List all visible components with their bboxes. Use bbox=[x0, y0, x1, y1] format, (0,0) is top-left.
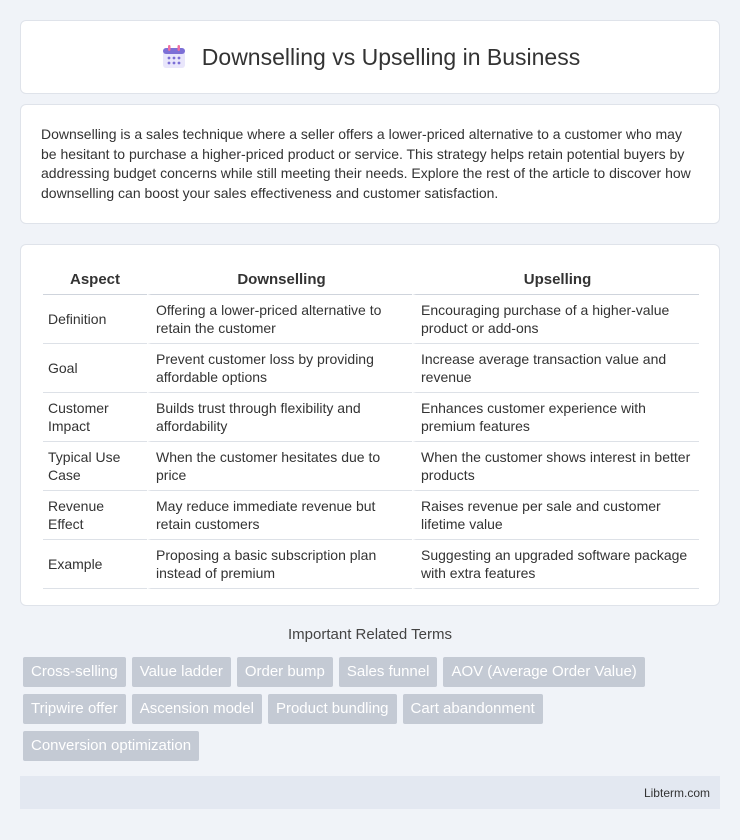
tag-tripwire-offer[interactable]: Tripwire offer bbox=[23, 694, 126, 724]
tag-value-ladder[interactable]: Value ladder bbox=[132, 657, 231, 687]
row-downselling: Prevent customer loss by providing affordable options bbox=[147, 344, 412, 393]
row-aspect: Definition bbox=[43, 295, 147, 344]
row-downselling: Offering a lower-priced alternative to retain the customer bbox=[147, 295, 412, 344]
tag-product-bundling[interactable]: Product bundling bbox=[268, 694, 397, 724]
comparison-card bbox=[20, 244, 720, 606]
header-aspect: Aspect bbox=[43, 265, 147, 295]
related-terms-tags bbox=[23, 657, 723, 761]
tag-aov[interactable]: AOV (Average Order Value) bbox=[443, 657, 644, 687]
tag-ascension-model[interactable]: Ascension model bbox=[132, 694, 262, 724]
row-upselling: When the customer shows interest in better products bbox=[412, 442, 699, 491]
tag-sales-funnel[interactable]: Sales funnel bbox=[339, 657, 438, 687]
footer-site-link[interactable]: Libterm.com bbox=[643, 785, 710, 800]
row-downselling: May reduce immediate revenue but retain customers bbox=[147, 491, 412, 540]
header-upselling: Upselling bbox=[412, 265, 699, 295]
related-terms-title: Important Related Terms bbox=[288, 626, 452, 643]
row-aspect: Revenue Effect bbox=[43, 491, 147, 540]
table-row bbox=[43, 442, 699, 491]
table-row bbox=[43, 295, 699, 344]
footer bbox=[20, 776, 720, 809]
title-wrap bbox=[160, 43, 580, 71]
tag-conversion-optimization[interactable]: Conversion optimization bbox=[23, 731, 199, 761]
tag-cross-selling[interactable]: Cross-selling bbox=[23, 657, 126, 687]
row-downselling: When the customer hesitates due to price bbox=[147, 442, 412, 491]
table-row bbox=[43, 393, 699, 442]
tag-order-bump[interactable]: Order bump bbox=[237, 657, 333, 687]
row-aspect: Typical Use Case bbox=[43, 442, 147, 491]
row-upselling: Encouraging purchase of a higher-value product or add-ons bbox=[412, 295, 699, 344]
header-downselling: Downselling bbox=[147, 265, 412, 295]
row-upselling: Suggesting an upgraded software package with extra features bbox=[412, 540, 699, 589]
row-downselling: Proposing a basic subscription plan instead of premium bbox=[147, 540, 412, 589]
table-header-row bbox=[43, 265, 699, 295]
header-card bbox=[20, 20, 720, 94]
table-row bbox=[43, 344, 699, 393]
intro-card bbox=[20, 104, 720, 224]
row-aspect: Example bbox=[43, 540, 147, 589]
row-upselling: Raises revenue per sale and customer lifetime value bbox=[412, 491, 699, 540]
comparison-table bbox=[43, 265, 699, 589]
row-upselling: Enhances customer experience with premium features bbox=[412, 393, 699, 442]
table-row bbox=[43, 491, 699, 540]
table-row bbox=[43, 540, 699, 589]
tag-cart-abandonment[interactable]: Cart abandonment bbox=[403, 694, 543, 724]
page-title: Downselling vs Upselling in Business bbox=[201, 43, 581, 70]
calendar-icon bbox=[160, 43, 188, 71]
row-upselling: Increase average transaction value and revenue bbox=[412, 344, 699, 393]
row-aspect: Customer Impact bbox=[43, 393, 147, 442]
row-aspect: Goal bbox=[43, 344, 147, 393]
row-downselling: Builds trust through flexibility and affordability bbox=[147, 393, 412, 442]
intro-paragraph: Downselling is a sales technique where a seller offers a lower-priced alternative to a customer who may be hesitant to purchase a higher-priced product or service. This strategy helps retain potential buyers by addressing budget concerns while still meeting their needs. Explore the rest of the article to discover how downselling can boost your sales effectiveness and customer satisfaction. bbox=[41, 126, 691, 201]
